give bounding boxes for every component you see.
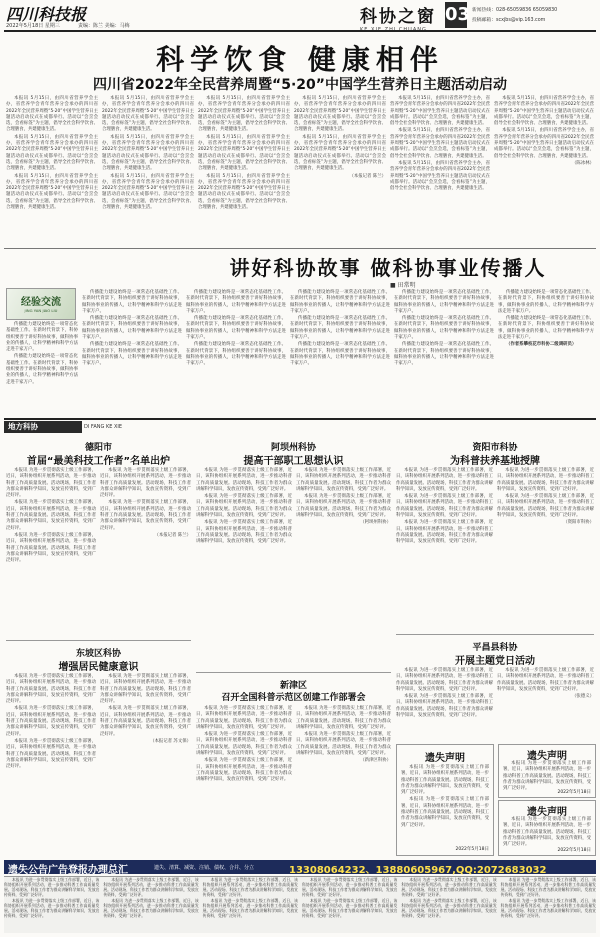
ad-banner-phones: 13308064232、13880605967,QQ:2072683032 [289,865,547,876]
pingchang-rule [396,634,594,635]
date-line: 2022年5月18日 星期三 [6,23,60,29]
article-5-place: 平昌县科协 [472,643,518,653]
article-6-col-1: 本报讯 为进一步贯彻落实上级工作部署，近日，该科协组织开展系列活动，进一步推动科普工作高质量发展。活动现场，科技工作者为群众讲解科学知识，发放宣传资料，受到广泛好评。 本报讯 为进一步贯彻落实上级工作部署，近日，该科协组织开展系列活动，进一步推动科普工作高质量发展。活动现场，科技工作者为群众讲解科学知识，发放宣传资料，受到广泛好评。 本报讯 为进一步贯彻落实上级工作部署，近日，该科协组织开展系列活动，进一步推动科普工作高质量发展。活动现场，科技工作者为群众讲解科学知识，发放宣传资料，受到广泛好评。 [6,674,96,770]
feature-top-rule [4,248,596,249]
masthead-rule [4,30,596,32]
xinjin-rule [196,672,391,673]
lead-column-4: 本报讯 5月15日，由四川省营养学会主办，省营养学会青年营养分会承办的四川省2022年全民营养周暨“5·20”中国学生营养日主题活动启动仪式在成都举行。活动以“会烹会选，会看标签”为主题，倡导全社会科学饮食、合理膳食，共建健康生活。 本报讯 5月15日，由四川省营养学会主办，省营养学会青年营养分会承办的四川省2022年全民营养周暨“5·20”中国学生营养日主题活动启动仪式在成都举行。活动以“会烹会选，会看标签”为主题，倡导全社会科学饮食、合理膳食，共建健康生活。 （本报记者 陈兰） [294,96,386,179]
article-2-col-2: 本报讯 为进一步贯彻落实上级工作部署，近日，该科协组织开展系列活动，进一步推动科普工作高质量发展。活动现场，科技工作者为群众讲解科学知识，发放宣传资料，受到广泛好评。 本报讯 为进一步贯彻落实上级工作部署，近日，该科协组织开展系列活动，进一步推动科普工作高质量发展。活动现场，科技工作者为群众讲解科学知识，发放宣传资料，受到广泛好评。 （阿坝州科协） [296,468,391,526]
article-3-place: 资阳市科协 [472,443,518,453]
article-2-col-1: 本报讯 为进一步贯彻落实上级工作部署，近日，该科协组织开展系列活动，进一步推动科普工作高质量发展。活动现场，科技工作者为群众讲解科学知识，发放宣传资料，受到广泛好评。 本报讯 为进一步贯彻落实上级工作部署，近日，该科协组织开展系列活动，进一步推动科普工作高质量发展。活动现场，科技工作者为群众讲解科学知识，发放宣传资料，受到广泛好评。 本报讯 为进一步贯彻落实上级工作部署，近日，该科协组织开展系列活动，进一步推动科普工作高质量发展。活动现场，科技工作者为群众讲解科学知识，发放宣传资料，受到广泛好评。 [196,468,292,545]
newspaper-logo: 四川科技报 [6,5,87,24]
news-hotline: 新闻热线：028-65059836 65059830 [472,8,558,13]
article-5-title: 开展主题党日活动 [455,656,535,667]
notice-1-title: 遗失声明 [425,753,465,764]
local-section-label-en: DI FANG KE XIE [84,424,123,430]
lead-byline: （本报记者 陈兰） [349,173,386,179]
notice-3-body: 本报讯 为进一步贯彻落实上级工作部署，近日，该科协组织开展系列活动，进一步推动科普工作高质量发展。活动现场，科技工作者为群众讲解科学知识，发放宣传资料，受到广泛好评。 [503,817,591,848]
article-1-place: 德阳市 [84,443,112,453]
notice-2-body: 本报讯 为进一步贯彻落实上级工作部署，近日，该科协组织开展系列活动，进一步推动科普工作高质量发展。活动现场，科技工作者为群众讲解科学知识，发放宣传资料，受到广泛好评。 [503,761,591,792]
lead-column-6: 本报讯 5月15日，由四川省营养学会主办，省营养学会青年营养分会承办的四川省2022年全民营养周暨“5·20”中国学生营养日主题活动启动仪式在成都举行。活动以“会烹会选，会看标签”为主题，倡导全社会科学饮食、合理膳食，共建健康生活。 本报讯 5月15日，由四川省营养学会主办，省营养学会青年营养分会承办的四川省2022年全民营养周暨“5·20”中国学生营养日主题活动启动仪式在成都举行。活动以“会烹会选，会看标签”为主题，倡导全社会科学饮食、合理膳食，共建健康生活。 （陈冰林） [494,96,594,166]
notice-box-3 [498,800,596,856]
article-6-title: 增强居民健康意识 [58,662,139,673]
feature-column-5: 传播能力建设始终是一项常态化基础性工作。在新时代背景下，科协组织要善于讲好科协故事，做科协事业的传播人，让科学精神和科学方法走进千家万户。 传播能力建设始终是一项常态化基础性工作。在新时代背景下，科协组织要善于讲好科协故事，做科协事业的传播人，让科学精神和科学方法走进千家万户。 传播能力建设始终是一项常态化基础性工作。在新时代背景下，科协组织要善于讲好科协故事，做科协事业的传播人，让科学精神和科学方法走进千家万户。 [394,290,494,367]
article-1-title: 首届“最美科技工作者”名单出炉 [26,456,171,467]
article-4-col-2: 本报讯 为进一步贯彻落实上级工作部署，近日，该科协组织开展系列活动，进一步推动科普工作高质量发展。活动现场，科技工作者为群众讲解科学知识，发放宣传资料，受到广泛好评。 本报讯 为进一步贯彻落实上级工作部署，近日，该科协组织开展系列活动，进一步推动科普工作高质量发展。活动现场，科技工作者为群众讲解科学知识，发放宣传资料，受到广泛好评。 （新津区科协） [296,706,391,764]
article-5-col-1: 本报讯 为进一步贯彻落实上级工作部署，近日，该科协组织开展系列活动，进一步推动科普工作高质量发展。活动现场，科技工作者为群众讲解科学知识，发放宣传资料，受到广泛好评。 本报讯 为进一步贯彻落实上级工作部署，近日，该科协组织开展系列活动，进一步推动科普工作高质量发展。活动现场，科技工作者为群众讲解科学知识，发放宣传资料，受到广泛好评。 [396,668,493,719]
article-2-title: 提高干部职工思想认识 [243,456,344,467]
feature-column-2: 传播能力建设始终是一项常态化基础性工作。在新时代背景下，科协组织要善于讲好科协故事，做科协事业的传播人，让科学精神和科学方法走进千家万户。 传播能力建设始终是一项常态化基础性工作。在新时代背景下，科协组织要善于讲好科协故事，做科协事业的传播人，让科学精神和科学方法走进千家万户。 传播能力建设始终是一项常态化基础性工作。在新时代背景下，科协组织要善于讲好科协故事，做科协事业的传播人，让科学精神和科学方法走进千家万户。 [82,290,182,367]
article-3-col-2: 本报讯 为进一步贯彻落实上级工作部署，近日，该科协组织开展系列活动，进一步推动科普工作高质量发展。活动现场，科技工作者为群众讲解科学知识，发放宣传资料，受到广泛好评。 本报讯 为进一步贯彻落实上级工作部署，近日，该科协组织开展系列活动，进一步推动科普工作高质量发展。活动现场，科技工作者为群众讲解科学知识，发放宣传资料，受到广泛好评。 （资阳市科协） [497,468,594,526]
article-3-col-1: 本报讯 为进一步贯彻落实上级工作部署，近日，该科协组织开展系列活动，进一步推动科普工作高质量发展。活动现场，科技工作者为群众讲解科学知识，发放宣传资料，受到广泛好评。 本报讯 为进一步贯彻落实上级工作部署，近日，该科协组织开展系列活动，进一步推动科普工作高质量发展。活动现场，科技工作者为群众讲解科学知识，发放宣传资料，受到广泛好评。 本报讯 为进一步贯彻落实上级工作部署，近日，该科协组织开展系列活动，进一步推动科普工作高质量发展。活动现场，科技工作者为群众讲解科学知识，发放宣传资料，受到广泛好评。 [396,468,493,545]
notice-3-date: 2022年5月18日 [557,847,591,853]
feature-column-4: 传播能力建设始终是一项常态化基础性工作。在新时代背景下，科协组织要善于讲好科协故事，做科协事业的传播人，让科学精神和科学方法走进千家万户。 传播能力建设始终是一项常态化基础性工作。在新时代背景下，科协组织要善于讲好科协故事，做科协事业的传播人，让科学精神和科学方法走进千家万户。 传播能力建设始终是一项常态化基础性工作。在新时代背景下，科协组织要善于讲好科协故事，做科协事业的传播人，让科学精神和科学方法走进千家万户。 [290,290,390,367]
local-section-label [4,421,82,433]
feature-headline: 讲好科协故事 做科协事业传播人 [229,256,547,280]
feature-author-note: （作者系攀枝花市科协二级调研员） [506,342,577,348]
notice-2-date: 2022年5月18日 [557,789,591,795]
lead-subheadline: 四川省2022年全民营养周暨“5·20”中国学生营养日主题活动启动 [93,77,507,93]
ad-banner-title: 遗失公告广告登报办理总汇 [8,865,128,876]
notice-1-date: 2022年5月18日 [455,846,489,852]
column-label-badge [6,288,76,320]
local-section-label-cn: 地方科协 [8,422,38,431]
article-1-col-2: 本报讯 为进一步贯彻落实上级工作部署，近日，该科协组织开展系列活动，进一步推动科普工作高质量发展。活动现场，科技工作者为群众讲解科学知识，发放宣传资料，受到广泛好评。 本报讯 为进一步贯彻落实上级工作部署，近日，该科协组织开展系列活动，进一步推动科普工作高质量发展。活动现场，科技工作者为群众讲解科学知识，发放宣传资料，受到广泛好评。 （本报记者 陈兰） [100,468,191,538]
lead-column-1: 本报讯 5月15日，由四川省营养学会主办，省营养学会青年营养分会承办的四川省2022年全民营养周暨“5·20”中国学生营养日主题活动启动仪式在成都举行。活动以“会烹会选，会看标签”为主题，倡导全社会科学饮食、合理膳食，共建健康生活。 本报讯 5月15日，由四川省营养学会主办，省营养学会青年营养分会承办的四川省2022年全民营养周暨“5·20”中国学生营养日主题活动启动仪式在成都举行。活动以“会烹会选，会看标签”为主题，倡导全社会科学饮食、合理膳食，共建健康生活。 本报讯 5月15日，由四川省营养学会主办，省营养学会青年营养分会承办的四川省2022年全民营养周暨“5·20”中国学生营养日主题活动启动仪式在成都举行。活动以“会烹会选，会看标签”为主题，倡导全社会科学饮食、合理膳食，共建健康生活。 [6,96,98,211]
page-number-badge: 03 [445,2,467,28]
section-title-cn: 科协之窗 [360,7,436,27]
lead-editor-tag: （陈冰林） [572,160,594,166]
article-2-place: 阿坝州科协 [270,443,316,453]
feature-byline: ■ 田常明 [390,282,416,289]
article-4-place: 新津区 [279,681,307,691]
feature-column-1: 传播能力建设始终是一项常态化基础性工作。在新时代背景下，科协组织要善于讲好科协故事，做科协事业的传播人，让科学精神和科学方法走进千家万户。 传播能力建设始终是一项常态化基础性工作。在新时代背景下，科协组织要善于讲好科协故事，做科协事业的传播人，让科学精神和科学方法走进千家万户。 [6,322,78,385]
article-3-title: 为科普扶养基地授牌 [450,456,540,467]
article-6-col-2: 本报讯 为进一步贯彻落实上级工作部署，近日，该科协组织开展系列活动，进一步推动科普工作高质量发展。活动现场，科技工作者为群众讲解科学知识，发放宣传资料，受到广泛好评。 本报讯 为进一步贯彻落实上级工作部署，近日，该科协组织开展系列活动，进一步推动科普工作高质量发展。活动现场，科技工作者为群众讲解科学知识，发放宣传资料，受到广泛好评。 （本报记者 苏文保） [100,674,191,744]
notice-box-2 [498,744,596,798]
editor-line: 责编：陈兰 美编：马梅 [78,23,130,29]
article-5-col-2: 本报讯 为进一步贯彻落实上级工作部署，近日，该科协组织开展系列活动，进一步推动科普工作高质量发展。活动现场，科技工作者为群众讲解科学知识，发放宣传资料，受到广泛好评。 （张德义） [497,668,594,700]
dongpo-rule [6,640,191,641]
lead-column-3: 本报讯 5月15日，由四川省营养学会主办，省营养学会青年营养分会承办的四川省2022年全民营养周暨“5·20”中国学生营养日主题活动启动仪式在成都举行。活动以“会烹会选，会看标签”为主题，倡导全社会科学饮食、合理膳食，共建健康生活。 本报讯 5月15日，由四川省营养学会主办，省营养学会青年营养分会承办的四川省2022年全民营养周暨“5·20”中国学生营养日主题活动启动仪式在成都举行。活动以“会烹会选，会看标签”为主题，倡导全社会科学饮食、合理膳食，共建健康生活。 本报讯 5月15日，由四川省营养学会主办，省营养学会青年营养分会承办的四川省2022年全民营养周暨“5·20”中国学生营养日主题活动启动仪式在成都举行。活动以“会烹会选，会看标签”为主题，倡导全社会科学饮食、合理膳食，共建健康生活。 [198,96,290,211]
column-label-en: JING YAN JIAO LIU [24,308,58,313]
lead-column-5: 本报讯 5月15日，由四川省营养学会主办，省营养学会青年营养分会承办的四川省2022年全民营养周暨“5·20”中国学生营养日主题活动启动仪式在成都举行。活动以“会烹会选，会看标签”为主题，倡导全社会科学饮食、合理膳食，共建健康生活。 本报讯 5月15日，由四川省营养学会主办，省营养学会青年营养分会承办的四川省2022年全民营养周暨“5·20”中国学生营养日主题活动启动仪式在成都举行。活动以“会烹会选，会看标签”为主题，倡导全社会科学饮食、合理膳食，共建健康生活。 本报讯 5月15日，由四川省营养学会主办，省营养学会青年营养分会承办的四川省2022年全民营养周暨“5·20”中国学生营养日主题活动启动仪式在成都举行。活动以“会烹会选，会看标签”为主题，倡导全社会科学饮食、合理膳食，共建健康生活。 [390,96,490,192]
feature-column-3: 传播能力建设始终是一项常态化基础性工作。在新时代背景下，科协组织要善于讲好科协故事，做科协事业的传播人，让科学精神和科学方法走进千家万户。 传播能力建设始终是一项常态化基础性工作。在新时代背景下，科协组织要善于讲好科协故事，做科协事业的传播人，让科学精神和科学方法走进千家万户。 传播能力建设始终是一项常态化基础性工作。在新时代背景下，科协组织要善于讲好科协故事，做科协事业的传播人，让科学精神和科学方法走进千家万户。 [186,290,286,367]
notice-2-title: 遗失声明 [527,751,567,762]
ad-banner-items: 遗失、清算、减资、注销、债权、合并、分立 [154,865,255,871]
article-4-col-1: 本报讯 为进一步贯彻落实上级工作部署，近日，该科协组织开展系列活动，进一步推动科普工作高质量发展。活动现场，科技工作者为群众讲解科学知识，发放宣传资料，受到广泛好评。 本报讯 为进一步贯彻落实上级工作部署，近日，该科协组织开展系列活动，进一步推动科普工作高质量发展。活动现场，科技工作者为群众讲解科学知识，发放宣传资料，受到广泛好评。 本报讯 为进一步贯彻落实上级工作部署，近日，该科协组织开展系列活动，进一步推动科普工作高质量发展。活动现场，科技工作者为群众讲解科学知识，发放宣传资料，受到广泛好评。 [196,706,292,783]
feature-column-6: 传播能力建设始终是一项常态化基础性工作。在新时代背景下，科协组织要善于讲好科协故事，做科协事业的传播人，让科学精神和科学方法走进千家万户。 传播能力建设始终是一项常态化基础性工作。在新时代背景下，科协组织要善于讲好科协故事，做科协事业的传播人，让科学精神和科学方法走进千家万户。 （作者系攀枝花市科协二级调研员） [498,290,594,348]
article-4-title: 召开全国科普示范区创建工作部署会 [221,693,366,703]
article-1-col-1: 本报讯 为进一步贯彻落实上级工作部署，近日，该科协组织开展系列活动，进一步推动科普工作高质量发展。活动现场，科技工作者为群众讲解科学知识，发放宣传资料，受到广泛好评。 本报讯 为进一步贯彻落实上级工作部署，近日，该科协组织开展系列活动，进一步推动科普工作高质量发展。活动现场，科技工作者为群众讲解科学知识，发放宣传资料，受到广泛好评。 本报讯 为进一步贯彻落实上级工作部署，近日，该科协组织开展系列活动，进一步推动科普工作高质量发展。活动现场，科技工作者为群众讲解科学知识，发放宣传资料，受到广泛好评。 [6,468,96,564]
lead-column-2: 本报讯 5月15日，由四川省营养学会主办，省营养学会青年营养分会承办的四川省2022年全民营养周暨“5·20”中国学生营养日主题活动启动仪式在成都举行。活动以“会烹会选，会看标签”为主题，倡导全社会科学饮食、合理膳食，共建健康生活。 本报讯 5月15日，由四川省营养学会主办，省营养学会青年营养分会承办的四川省2022年全民营养周暨“5·20”中国学生营养日主题活动启动仪式在成都举行。活动以“会烹会选，会看标签”为主题，倡导全社会科学饮食、合理膳食，共建健康生活。 本报讯 5月15日，由四川省营养学会主办，省营养学会青年营养分会承办的四川省2022年全民营养周暨“5·20”中国学生营养日主题活动启动仪式在成都举行。活动以“会烹会选，会看标签”为主题，倡导全社会科学饮食、合理膳食，共建健康生活。 [102,96,194,211]
ad-banner [4,860,596,874]
notice-box-1 [396,744,494,856]
notice-1-body: 本报讯 为进一步贯彻落实上级工作部署，近日，该科协组织开展系列活动，进一步推动科普工作高质量发展。活动现场，科技工作者为群众讲解科学知识，发放宣传资料，受到广泛好评。 本报讯 为进一步贯彻落实上级工作部署，近日，该科协组织开展系列活动，进一步推动科普工作高质量发展。活动现场，科技工作者为群众讲解科学知识，发放宣传资料，受到广泛好评。 [401,765,489,828]
column-label-cn: 经验交流 [21,297,61,308]
local-top-rule [4,418,596,420]
classified-ads: 本报讯 为进一步贯彻落实上级工作部署，近日，该科协组织开展系列活动，进一步推动科普工作高质量发展。活动现场，科技工作者为群众讲解科学知识，发放宣传资料，受到广泛好评。 本报讯 为进一步贯彻落实上级工作部署，近日，该科协组织开展系列活动，进一步推动科普工作高质量发展。活动现场，科技工作者为群众讲解科学知识，发放宣传资料，受到广泛好评。 本报讯 为进一步贯彻落实上级工作部署，近日，该科协组织开展系列活动，进一步推动科普工作高质量发展。活动现场，科技工作者为群众讲解科学知识，发放宣传资料，受到广泛好评。 本报讯 为进一步贯彻落实上级工作部署，近日，该科协组织开展系列活动，进一步推动科普工作高质量发展。活动现场，科技工作者为群众讲解科学知识，发放宣传资料，受到广泛好评。 本报讯 为进一步贯彻落实上级工作部署，近日，该科协组织开展系列活动，进一步推动科普工作高质量发展。活动现场，科技工作者为群众讲解科学知识，发放宣传资料，受到广泛好评。 本报讯 为进一步贯彻落实上级工作部署，近日，该科协组织开展系列活动，进一步推动科普工作高质量发展。活动现场，科技工作者为群众讲解科学知识，发放宣传资料，受到广泛好评。 本报讯 为进一步贯彻落实上级工作部署，近日，该科协组织开展系列活动，进一步推动科普工作高质量发展。活动现场，科技工作者为群众讲解科学知识，发放宣传资料，受到广泛好评。 本报讯 为进一步贯彻落实上级工作部署，近日，该科协组织开展系列活动，进一步推动科普工作高质量发展。活动现场，科技工作者为群众讲解科学知识，发放宣传资料，受到广泛好评。 本报讯 为进一步贯彻落实上级工作部署，近日，该科协组织开展系列活动，进一步推动科普工作高质量发展。活动现场，科技工作者为群众讲解科学知识，发放宣传资料，受到广泛好评。 本报讯 为进一步贯彻落实上级工作部署，近日，该科协组织开展系列活动，进一步推动科普工作高质量发展。活动现场，科技工作者为群众讲解科学知识，发放宣传资料，受到广泛好评。 本报讯 为进一步贯彻落实上级工作部署，近日，该科协组织开展系列活动，进一步推动科普工作高质量发展。活动现场，科技工作者为群众讲解科学知识，发放宣传资料，受到广泛好评。 本报讯 为进一步贯彻落实上级工作部署，近日，该科协组织开展系列活动，进一步推动科普工作高质量发展。活动现场，科技工作者为群众讲解科学知识，发放宣传资料，受到广泛好评。 [4,876,596,933]
article-6-place: 东坡区科协 [75,649,121,659]
section-title [360,2,436,33]
lead-headline: 科学饮食 健康相伴 [156,43,444,76]
contribution-email: 投稿邮箱：scxjbs@vip.163.com [472,18,546,23]
notice-3-title: 遗失声明 [527,807,567,818]
